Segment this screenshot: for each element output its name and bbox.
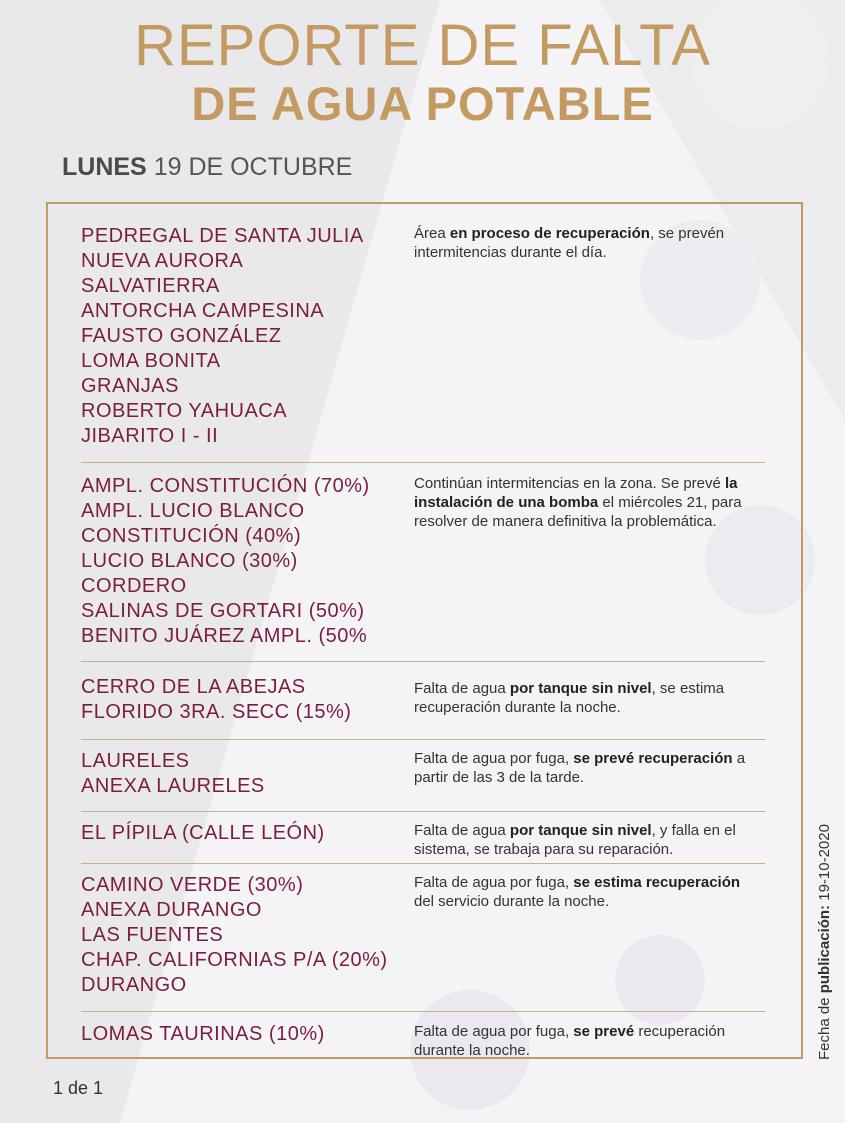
status-description <box>414 474 764 531</box>
status-text: Área <box>414 225 450 242</box>
colonia-list <box>81 749 265 799</box>
title-line-1: REPORTE DE FALTA <box>134 13 711 78</box>
section-divider <box>81 462 765 463</box>
colonia-name: AMPL. LUCIO BLANCO <box>81 500 305 522</box>
colonia-list <box>81 821 325 846</box>
status-description <box>414 1022 764 1060</box>
report-date <box>62 152 352 182</box>
colonia-name: CONSTITUCIÓN (40%) <box>81 525 302 547</box>
status-text: Continúan intermitencias en la zona. Se prevé <box>414 475 726 492</box>
colonia-name: GRANJAS <box>81 375 179 397</box>
status-highlight: se estima recuperación <box>573 874 741 891</box>
colonia-name: ANEXA LAURELES <box>81 775 265 797</box>
status-description <box>414 749 764 787</box>
section-divider <box>81 661 765 662</box>
status-text: Falta de agua por fuga, <box>414 750 574 767</box>
section-divider <box>81 863 765 864</box>
status-description <box>414 224 764 262</box>
status-text: Falta de agua <box>414 822 510 839</box>
colonia-name: FAUSTO GONZÁLEZ <box>81 325 282 347</box>
colonia-name: PEDREGAL DE SANTA JULIA <box>81 225 364 247</box>
status-description <box>414 873 764 911</box>
status-description <box>414 821 764 859</box>
colonia-name: EL PÍPILA (CALLE LEÓN) <box>81 822 325 844</box>
publication-date-value: 19-10-2020 <box>816 824 833 905</box>
status-text: a partir de las 3 de la tarde. <box>414 750 746 786</box>
colonia-name: ROBERTO YAHUACA <box>81 400 288 422</box>
status-highlight: se prevé <box>573 1023 635 1040</box>
colonia-name: JIBARITO I - II <box>81 425 219 447</box>
report-day: LUNES <box>62 153 147 181</box>
colonia-name: LUCIO BLANCO (30%) <box>81 550 298 572</box>
colonia-name: SALVATIERRA <box>81 275 220 297</box>
status-text: Falta de agua por fuga, <box>414 1023 574 1040</box>
colonia-list <box>81 1022 325 1047</box>
section-divider <box>81 811 765 812</box>
colonia-name: AMPL. CONSTITUCIÓN (70%) <box>81 475 370 497</box>
status-highlight: la instalación de una bomba <box>414 475 738 511</box>
publication-label: Fecha de <box>816 993 833 1060</box>
colonia-name: SALINAS DE GORTARI (50%) <box>81 600 365 622</box>
status-text: del servicio durante la noche. <box>414 893 610 910</box>
colonia-name: CORDERO <box>81 575 187 597</box>
status-text: recuperación durante la noche. <box>414 1023 726 1059</box>
colonia-name: LOMA BONITA <box>81 350 221 372</box>
colonia-list <box>81 675 351 725</box>
publication-date <box>815 770 835 1060</box>
colonia-name: ANTORCHA CAMPESINA <box>81 300 325 322</box>
status-text: Falta de agua por fuga, <box>414 874 574 891</box>
colonia-name: NUEVA AURORA <box>81 250 244 272</box>
colonia-name: CERRO DE LA ABEJAS <box>81 676 306 698</box>
colonia-name: LAS FUENTES <box>81 924 224 946</box>
colonia-name: LOMAS TAURINAS (10%) <box>81 1023 325 1045</box>
section-divider <box>81 1011 765 1012</box>
colonia-name: CHAP. CALIFORNIAS P/A (20%) <box>81 949 388 971</box>
colonia-list <box>81 873 388 998</box>
colonia-list <box>81 474 370 649</box>
colonia-name: LAURELES <box>81 750 190 772</box>
section-divider <box>81 739 765 740</box>
colonia-name: FLORIDO 3RA. SECC (15%) <box>81 701 352 723</box>
status-highlight: se prevé recuperación <box>573 750 733 767</box>
colonia-name: ANEXA DURANGO <box>81 899 262 921</box>
status-text: , se prevén intermitencias durante el día. <box>414 225 725 261</box>
status-text: , y falla en el sistema, se trabaja para su reparación. <box>414 822 736 858</box>
title-line-2: DE AGUA POTABLE <box>191 77 654 130</box>
colonia-name: DURANGO <box>81 974 187 996</box>
colonia-list <box>81 224 364 449</box>
colonia-name: CAMINO VERDE (30%) <box>81 874 304 896</box>
status-highlight: por tanque sin nivel <box>509 680 652 697</box>
report-box <box>46 202 803 1059</box>
colonia-name: BENITO JUÁREZ AMPL. (50% <box>81 625 368 647</box>
status-highlight: en proceso de recuperación <box>449 225 650 242</box>
status-text: el miércoles 21, para resolver de manera definitiva la problemática. <box>414 494 742 530</box>
status-text: Falta de agua <box>414 680 510 697</box>
status-highlight: por tanque sin nivel <box>509 822 652 839</box>
page-indicator: 1 de 1 <box>53 1078 104 1098</box>
status-text: , se estima recuperación durante la noche. <box>414 680 725 716</box>
status-description <box>414 679 764 717</box>
publication-label-bold: publicación: <box>816 904 833 994</box>
report-date-text: 19 DE OCTUBRE <box>153 153 353 181</box>
